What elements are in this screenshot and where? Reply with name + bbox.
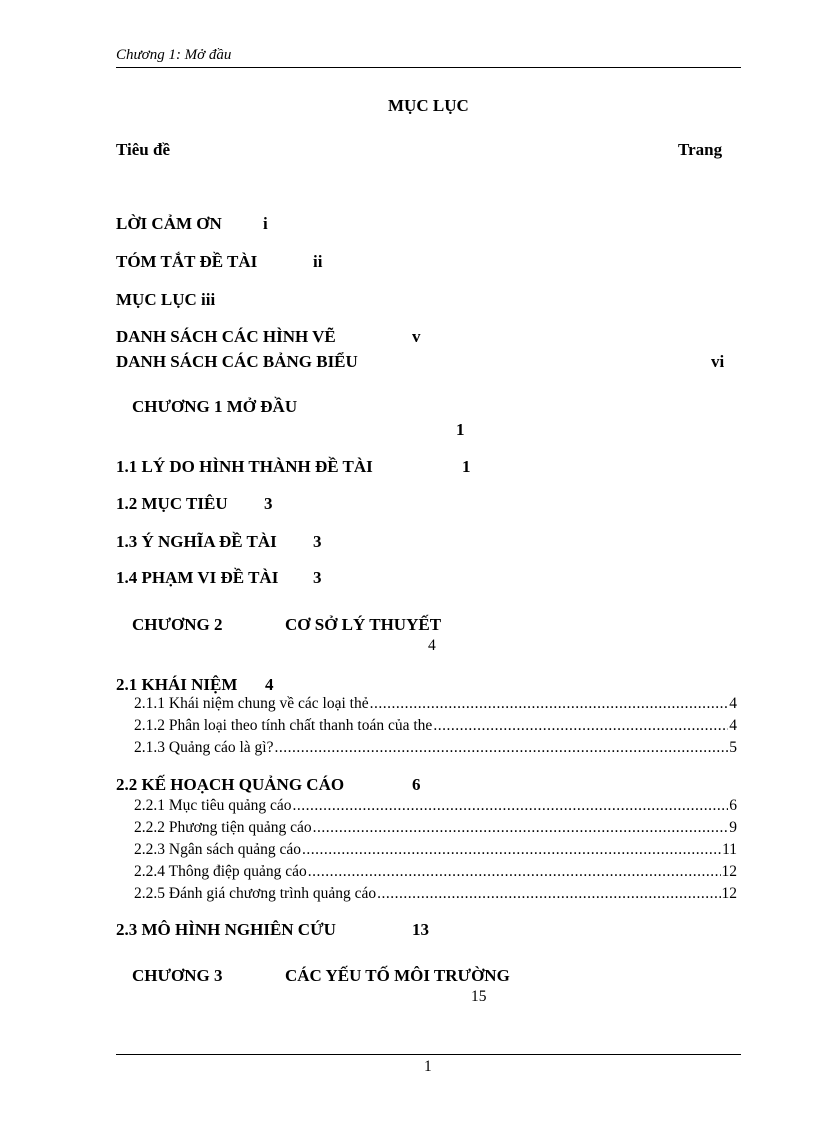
toc-entry-tables: DANH SÁCH CÁC BẢNG BIỂU <box>116 352 358 371</box>
dot-leader <box>370 695 729 713</box>
dot-leader <box>308 863 721 881</box>
toc-section-2-1: 2.1 KHÁI NIỆM <box>116 675 238 694</box>
toc-entry-acknowledgement: LỜI CẢM ƠN <box>116 214 222 233</box>
toc-subsection-2-2-3: 2.2.3 Ngân sách quảng cáo ..... 11 <box>134 841 737 859</box>
toc-chapter-2-page: 4 <box>428 637 436 654</box>
toc-page-abstract: ii <box>313 252 323 271</box>
toc-page-acknowledgement: i <box>263 214 268 233</box>
running-header: Chương 1: Mở đầu <box>116 47 232 63</box>
toc-section-1-1: 1.1 LÝ DO HÌNH THÀNH ĐỀ TÀI <box>116 457 373 476</box>
toc-section-1-2: 1.2 MỤC TIÊU <box>116 494 228 513</box>
toc-section-2-3-page: 13 <box>412 920 429 939</box>
footer-rule <box>116 1054 741 1055</box>
toc-subsection-2-1-3: 2.1.3 Quảng cáo là gì? ..... 5 <box>134 739 737 757</box>
toc-section-1-1-page: 1 <box>462 457 471 476</box>
toc-chapter-3-title: CÁC YẾU TỐ MÔI TRƯỜNG <box>285 966 510 985</box>
toc-chapter-1-page: 1 <box>456 420 465 439</box>
toc-entry-figures: DANH SÁCH CÁC HÌNH VẼ <box>116 327 336 346</box>
toc-chapter-1: CHƯƠNG 1 MỞ ĐẦU <box>132 397 298 416</box>
toc-subsection-2-1-2: 2.1.2 Phân loại theo tính chất thanh toán của the ..... 4 <box>134 717 737 735</box>
toc-section-1-3: 1.3 Ý NGHĨA ĐỀ TÀI <box>116 532 277 551</box>
toc-section-2-2: 2.2 KẾ HOẠCH QUẢNG CÁO <box>116 775 345 794</box>
toc-page-tables: vi <box>711 352 725 371</box>
toc-title: MỤC LỤC <box>388 96 469 115</box>
toc-subsection-2-2-5: 2.2.5 Đánh giá chương trình quảng cáo ..... 12 <box>134 885 737 903</box>
toc-chapter-2-title: CƠ SỞ LÝ THUYẾT <box>285 615 442 634</box>
dot-leader <box>377 885 720 903</box>
dot-leader <box>274 739 728 757</box>
toc-section-1-4: 1.4 PHẠM VI ĐỀ TÀI <box>116 568 279 587</box>
toc-subsection-2-2-1: 2.2.1 Mục tiêu quảng cáo ..... 6 <box>134 797 737 815</box>
toc-section-1-2-page: 3 <box>264 494 273 513</box>
toc-subsection-2-2-4: 2.2.4 Thông điệp quảng cáo ..... 12 <box>134 863 737 881</box>
dot-leader <box>433 717 728 735</box>
column-heading-page: Trang <box>678 140 723 159</box>
toc-section-2-2-page: 6 <box>412 775 421 794</box>
toc-section-2-1-page: 4 <box>265 675 274 694</box>
page-number: 1 <box>424 1058 432 1075</box>
toc-entry-abstract: TÓM TẮT ĐỀ TÀI <box>116 252 258 271</box>
header-rule <box>116 67 741 68</box>
toc-page-figures: v <box>412 327 421 346</box>
toc-chapter-3-page: 15 <box>471 988 487 1005</box>
column-heading-title: Tiêu đề <box>116 140 171 159</box>
toc-chapter-2-number: CHƯƠNG 2 <box>132 615 223 634</box>
toc-section-1-3-page: 3 <box>313 532 322 551</box>
toc-subsection-2-2-2: 2.2.2 Phương tiện quảng cáo ..... 9 <box>134 819 737 837</box>
dot-leader <box>302 841 721 859</box>
toc-chapter-3-number: CHƯƠNG 3 <box>132 966 223 985</box>
toc-subsection-2-1-1: 2.1.1 Khái niệm chung về các loại thẻ ..... 4 <box>134 695 737 713</box>
toc-entry-contents: MỤC LỤC iii <box>116 290 216 309</box>
dot-leader <box>313 819 729 837</box>
toc-section-1-4-page: 3 <box>313 568 322 587</box>
toc-section-2-3: 2.3 MÔ HÌNH NGHIÊN CỨU <box>116 920 336 939</box>
dot-leader <box>293 797 729 815</box>
